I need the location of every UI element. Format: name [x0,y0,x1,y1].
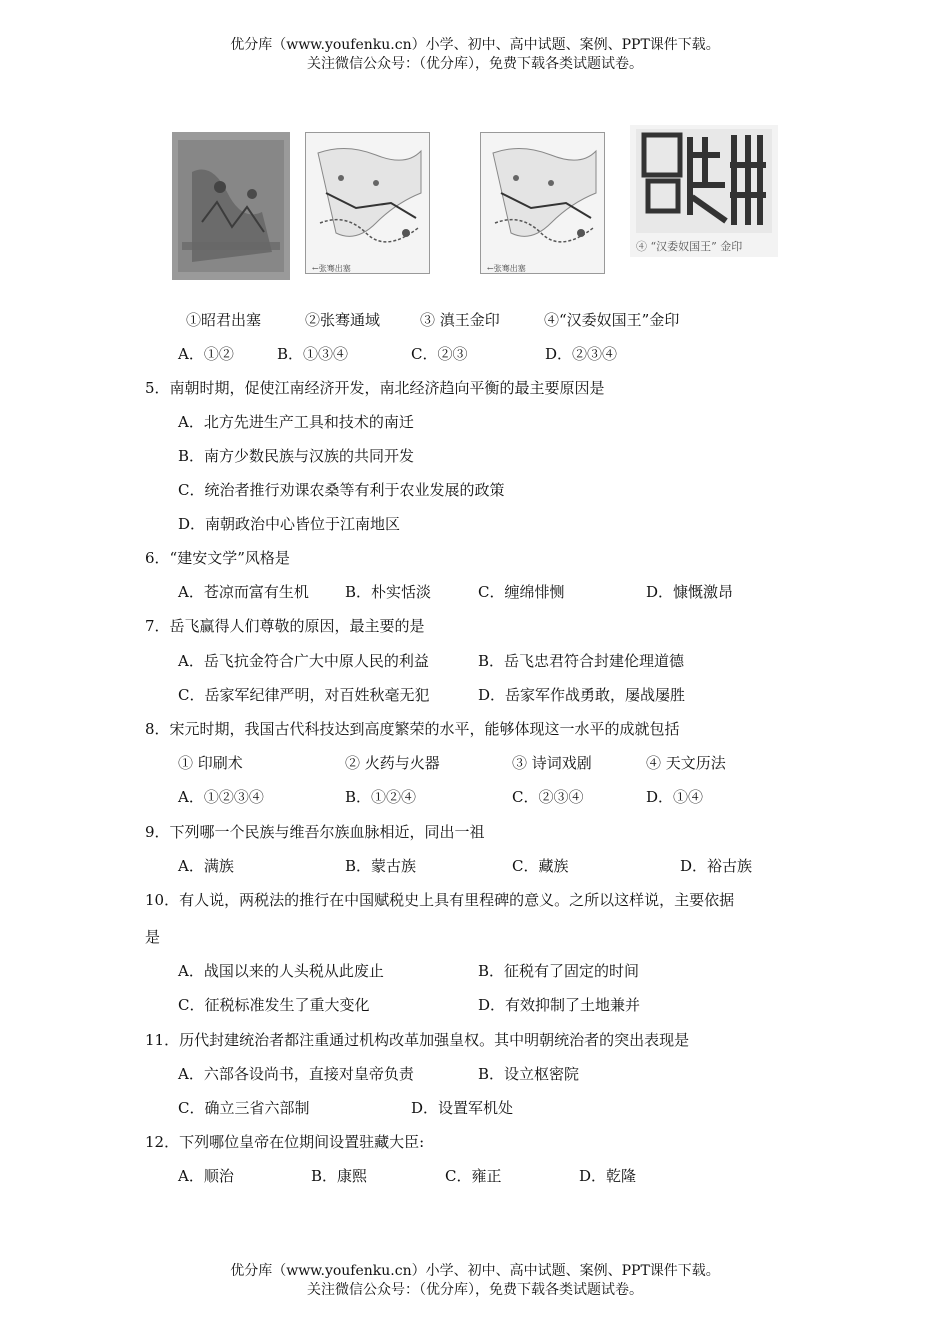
q6-option-d: D．慷慨激昂 [646,583,734,601]
q9-stem: 9．下列哪一个民族与维吾尔族血脉相近，同出一祖 [145,823,485,841]
q6-option-c: C．缠绵悱恻 [478,583,565,601]
q5-option-d: D．南朝政治中心皆位于江南地区 [178,515,401,533]
q5-option-c: C．统治者推行劝课农桑等有利于农业发展的政策 [178,481,505,499]
q10-stem: 10．有人说，两税法的推行在中国赋税史上具有里程碑的意义。之所以这样说，主要依据 [145,891,735,909]
dian-map-image [480,132,605,274]
q6-stem: 6．“建安文学”风格是 [145,549,290,567]
q12-option-d: D．乾隆 [579,1167,637,1185]
q10-stem-continued: 是 [145,928,161,946]
q8-item-2: ② 火药与火器 [345,754,440,772]
q4-option-c: C．②③ [411,345,468,363]
q6-option-a: A．苍凉而富有生机 [178,583,309,601]
q4-item-3: ③ 滇王金印 [420,311,500,329]
q10-option-c: C．征税标准发生了重大变化 [178,996,370,1014]
q8-item-3: ③ 诗词戏剧 [512,754,592,772]
q8-item-1: ① 印刷术 [178,754,243,772]
q8-option-a: A．①②③④ [178,788,264,806]
q7-option-b: B．岳飞忠君符合封建伦理道德 [478,652,685,670]
q8-option-c: C．②③④ [512,788,584,806]
map-caption: ←张骞出塞 [312,264,351,273]
footer-line-2: 关注微信公众号：（优分库），免费下载各类试题试卷。 [307,1282,643,1298]
q4-option-b: B．①③④ [277,345,349,363]
q7-option-a: A．岳飞抗金符合广大中原人民的利益 [178,652,429,670]
page-header [0,36,950,74]
header-line-1: 优分库（www.youfenku.cn）小学、初中、高中试题、案例、PPT课件下载。 [230,37,720,53]
q9-option-c: C．藏族 [512,857,569,875]
q11-option-b: B．设立枢密院 [478,1065,580,1083]
seal-caption: ④ “汉委奴国王” 金印 [636,240,743,253]
q4-option-d: D．②③④ [545,345,618,363]
q11-option-c: C．确立三省六部制 [178,1099,310,1117]
q10-option-b: B．征税有了固定的时间 [478,962,640,980]
q10-option-d: D．有效抑制了土地兼并 [478,996,641,1014]
q8-option-b: B．①②④ [345,788,417,806]
q11-option-d: D．设置军机处 [411,1099,514,1117]
zhang-qian-map-image [305,132,430,274]
q8-item-4: ④ 天文历法 [646,754,726,772]
q7-stem: 7．岳飞赢得人们尊敬的原因，最主要的是 [145,617,425,635]
header-line-2: 关注微信公众号：（优分库），免费下载各类试题试卷。 [307,56,643,72]
q9-option-b: B．蒙古族 [345,857,417,875]
q4-item-4: ④“汉委奴国王”金印 [544,311,680,329]
q11-stem: 11．历代封建统治者都注重通过机构改革加强皇权。其中明朝统治者的突出表现是 [145,1031,690,1049]
seal-image [630,125,778,257]
q9-option-d: D．裕古族 [680,857,753,875]
q9-option-a: A．满族 [178,857,234,875]
q5-stem: 5．南朝时期，促使江南经济开发，南北经济趋向平衡的最主要原因是 [145,379,605,397]
q4-item-2: ②张骞通域 [305,311,381,329]
q4-option-a: A．①② [178,345,234,363]
zhaojun-painting-image [172,132,290,280]
q4-item-1: ①昭君出塞 [186,311,262,329]
q12-option-c: C．雍正 [445,1167,502,1185]
q5-option-a: A．北方先进生产工具和技术的南迁 [178,413,414,431]
q7-option-c: C．岳家军纪律严明，对百姓秋毫无犯 [178,686,430,704]
q5-option-b: B．南方少数民族与汉族的共同开发 [178,447,415,465]
q8-option-d: D．①④ [646,788,704,806]
q7-option-d: D．岳家军作战勇敢，屡战屡胜 [478,686,686,704]
map-caption: ←张骞出塞 [487,264,526,273]
page-footer [0,1262,950,1300]
q8-stem: 8．宋元时期，我国古代科技达到高度繁荣的水平，能够体现这一水平的成就包括 [145,720,680,738]
q12-option-b: B．康熙 [311,1167,368,1185]
footer-line-1: 优分库（www.youfenku.cn）小学、初中、高中试题、案例、PPT课件下载。 [230,1263,720,1279]
q6-option-b: B．朴实恬淡 [345,583,432,601]
q12-stem: 12．下列哪位皇帝在位期间设置驻藏大臣: [145,1133,425,1151]
q12-option-a: A．顺治 [178,1167,234,1185]
q11-option-a: A．六部各设尚书，直接对皇帝负责 [178,1065,414,1083]
q10-option-a: A．战国以来的人头税从此废止 [178,962,384,980]
